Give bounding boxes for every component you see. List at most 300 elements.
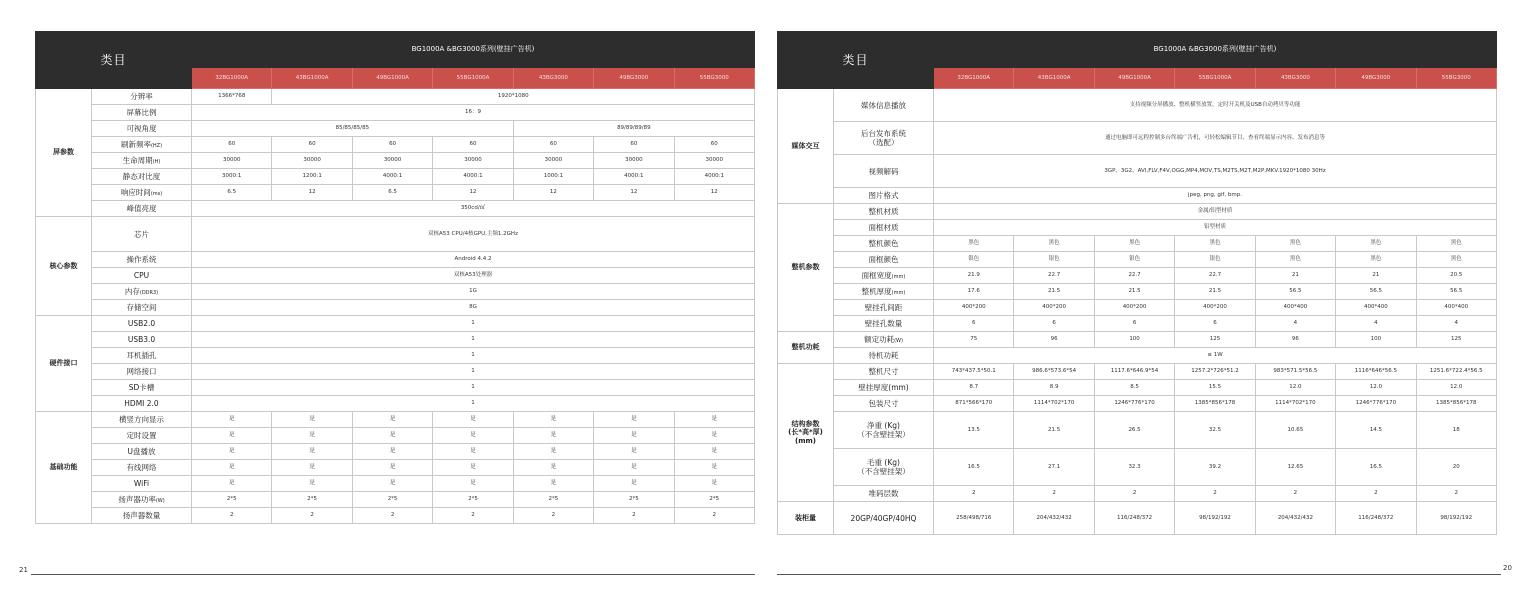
row-label	[834, 268, 934, 284]
table-row	[778, 364, 1497, 380]
table-row	[36, 89, 755, 105]
table-row	[778, 332, 1497, 348]
value-cell: 400*400	[1416, 300, 1496, 316]
value-cell: 30000	[674, 153, 754, 169]
value-cell: 是	[674, 412, 754, 428]
row-label-text: 分辨率	[130, 92, 153, 101]
row-label-text: 可视角度	[126, 124, 157, 133]
row-label	[834, 252, 934, 268]
value-cell: 黑色	[1014, 236, 1094, 252]
row-label	[92, 284, 192, 300]
row-label	[834, 348, 934, 364]
value-cell: 1	[192, 380, 755, 396]
value-cell: 3GP、3G2、AVI,FLV,F4V,OGG,MP4,MOV,TS,M2TS,M2T,M2P,MKV.1920*1080 30Hz	[934, 155, 1497, 188]
row-label-unit: (HZ)	[150, 143, 163, 149]
table-row	[36, 153, 755, 169]
row-label-text: 峰值亮度	[126, 204, 157, 213]
row-label-text: 网络接口	[126, 367, 157, 376]
value-cell: 21.5	[1014, 412, 1094, 449]
model-header: 43BG1000A	[272, 68, 352, 89]
group-name: 屏参数	[53, 148, 74, 157]
value-cell: 400*400	[1336, 300, 1416, 316]
table-row	[36, 137, 755, 153]
value-cell: 是	[352, 428, 432, 444]
row-label-text: 面框宽度	[861, 271, 892, 280]
group-name-line2: (长*高*厚)	[788, 428, 823, 437]
table-row	[778, 396, 1497, 412]
row-label	[92, 121, 192, 137]
value-cell: 是	[433, 412, 513, 428]
category-header: 类目	[36, 32, 192, 89]
group-name: 媒体交互	[791, 141, 820, 150]
value-cell: 是	[272, 460, 352, 476]
table-row	[36, 185, 755, 201]
value-cell: 85/85/85/85	[192, 121, 514, 137]
value-cell: 黑色	[1094, 236, 1174, 252]
row-label-text: SD卡槽	[128, 383, 155, 392]
table-row	[36, 508, 755, 524]
value-cell: 1114*702*170	[1014, 396, 1094, 412]
value-cell: 2	[1255, 486, 1335, 502]
value-cell: 是	[192, 444, 272, 460]
value-cell: 1385*856*178	[1175, 396, 1255, 412]
group-label	[778, 332, 834, 364]
value-cell: 21	[1336, 268, 1416, 284]
model-header: 49BG1000A	[1094, 68, 1174, 89]
table-row	[36, 428, 755, 444]
page-rule-left	[31, 574, 755, 575]
table-row	[36, 300, 755, 316]
table-row	[36, 169, 755, 185]
value-cell: 2	[1175, 486, 1255, 502]
table-row	[36, 380, 755, 396]
row-label	[834, 332, 934, 348]
value-cell: 是	[674, 444, 754, 460]
row-label-unit: (ms)	[150, 191, 163, 197]
value-cell: 1366*768	[192, 89, 272, 105]
value-cell: 1246*776*170	[1336, 396, 1416, 412]
row-label-text: 静态对比度	[122, 172, 161, 181]
table-row	[778, 89, 1497, 122]
row-label-text: 20GP/40GP/40HQ	[850, 513, 917, 523]
row-label	[92, 201, 192, 217]
value-cell: 3000:1	[192, 169, 272, 185]
row-label-text: USB3.0	[127, 335, 156, 344]
row-label	[92, 332, 192, 348]
spec-page-left	[35, 31, 755, 524]
value-cell: 8.9	[1014, 380, 1094, 396]
row-label	[834, 89, 934, 122]
value-cell: 56.5	[1416, 284, 1496, 300]
value-cell: 是	[594, 460, 674, 476]
value-cell: jpeg, png, gif, bmp.	[934, 188, 1497, 204]
value-cell: 21.5	[1175, 284, 1255, 300]
value-cell: 1246*776*170	[1094, 396, 1174, 412]
value-cell: 30000	[433, 153, 513, 169]
model-header: 55BG1000A	[1175, 68, 1255, 89]
value-cell: 27.1	[1014, 449, 1094, 486]
row-label-text: 整机厚度	[861, 287, 892, 296]
value-cell: 22.7	[1175, 268, 1255, 284]
value-cell: 1251.6*722.4*56.5	[1416, 364, 1496, 380]
value-cell: 986.6*573.6*54	[1014, 364, 1094, 380]
value-cell: 13.5	[934, 412, 1014, 449]
table-row	[778, 486, 1497, 502]
group-label	[36, 412, 92, 524]
model-header: 43BG3000	[1255, 68, 1335, 89]
table-row	[36, 412, 755, 428]
value-cell: 30000	[594, 153, 674, 169]
value-cell: 18	[1416, 412, 1496, 449]
value-cell: 2	[433, 508, 513, 524]
value-cell: 100	[1336, 332, 1416, 348]
value-cell: 400*200	[1094, 300, 1174, 316]
value-cell: 1G	[192, 284, 755, 300]
group-name-line3: (mm)	[795, 436, 816, 445]
group-label	[778, 502, 834, 535]
row-label	[834, 502, 934, 535]
value-cell: 1920*1080	[272, 89, 755, 105]
group-label	[778, 204, 834, 332]
value-cell: 21.5	[1094, 284, 1174, 300]
value-cell: 125	[1175, 332, 1255, 348]
value-cell: 1257.2*726*51.2	[1175, 364, 1255, 380]
row-label	[92, 396, 192, 412]
value-cell: 是	[272, 428, 352, 444]
value-cell: 2	[1014, 486, 1094, 502]
row-label-text: CPU	[133, 271, 150, 280]
group-name: 整机功耗	[791, 343, 820, 352]
table-row	[778, 252, 1497, 268]
row-label-text: 内存	[124, 287, 140, 296]
group-label	[778, 364, 834, 502]
row-label	[834, 396, 934, 412]
row-label	[92, 105, 192, 121]
value-cell: 银色	[1175, 252, 1255, 268]
row-label	[92, 300, 192, 316]
value-cell: 258/498/716	[934, 502, 1014, 535]
model-header: 49BG3000	[594, 68, 674, 89]
row-label-line2: （不含壁挂架）	[857, 467, 910, 476]
value-cell: 双核A53 CPU/4核GPU,主频1.2GHz	[192, 217, 755, 252]
value-cell: 60	[192, 137, 272, 153]
model-header: 32BG1000A	[192, 68, 272, 89]
row-label	[92, 316, 192, 332]
row-label-text: USB2.0	[127, 319, 156, 328]
value-cell: 204/432/432	[1014, 502, 1094, 535]
value-cell: 1385*856*178	[1416, 396, 1496, 412]
value-cell: 17.6	[934, 284, 1014, 300]
value-cell: 12	[272, 185, 352, 201]
row-label-unit: (mm)	[891, 274, 906, 280]
value-cell: 6.5	[192, 185, 272, 201]
row-label	[834, 155, 934, 188]
value-cell: 350cd/㎡	[192, 201, 755, 217]
row-label-text: 有线网络	[126, 463, 157, 472]
value-cell: 60	[272, 137, 352, 153]
value-cell: 是	[674, 476, 754, 492]
value-cell: 1	[192, 396, 755, 412]
row-label	[92, 252, 192, 268]
row-label	[834, 449, 934, 486]
row-label-text: 操作系统	[126, 255, 157, 264]
value-cell: 黑色	[1416, 236, 1496, 252]
value-cell: 60	[433, 137, 513, 153]
value-cell: 12	[513, 185, 593, 201]
value-cell: 支持视频分屏播放、整机横竖放置，定时开关机及USB自动拷贝等功能	[934, 89, 1497, 122]
table-row	[778, 380, 1497, 396]
row-label-text: 横竖方向显示	[119, 415, 164, 424]
value-cell: 116/248/372	[1336, 502, 1416, 535]
value-cell: 10.65	[1255, 412, 1335, 449]
value-cell: 8.5	[1094, 380, 1174, 396]
row-label-text: 生命周期	[122, 156, 153, 165]
value-cell: 32.5	[1175, 412, 1255, 449]
value-cell: 89/89/89/89	[513, 121, 754, 137]
value-cell: 银色	[1094, 252, 1174, 268]
row-label	[834, 316, 934, 332]
value-cell: 黑色	[1255, 252, 1335, 268]
value-cell: 1117.6*646.9*54	[1094, 364, 1174, 380]
table-row	[778, 348, 1497, 364]
row-label-unit: (W)	[894, 338, 903, 344]
row-label	[834, 204, 934, 220]
row-label-line2: （不含壁挂架）	[857, 430, 910, 439]
table-row	[778, 155, 1497, 188]
table-row	[36, 217, 755, 252]
value-cell: 400*400	[1255, 300, 1335, 316]
table-row	[36, 105, 755, 121]
value-cell: 是	[594, 412, 674, 428]
value-cell: 2	[1336, 486, 1416, 502]
row-label-unit: (W)	[155, 498, 165, 504]
value-cell: 是	[192, 428, 272, 444]
value-cell: 4000:1	[674, 169, 754, 185]
value-cell: 是	[352, 412, 432, 428]
value-cell: 2	[1416, 486, 1496, 502]
row-label-text: 堆码层数	[868, 489, 899, 498]
category-header: 类目	[778, 32, 934, 89]
row-label-unit: (DDR3)	[139, 290, 159, 296]
value-cell: 是	[433, 476, 513, 492]
row-label	[92, 137, 192, 153]
row-label	[92, 89, 192, 105]
value-cell: 是	[272, 476, 352, 492]
table-row	[36, 348, 755, 364]
value-cell: 双核A53处理器	[192, 268, 755, 284]
table-row	[778, 412, 1497, 449]
value-cell: 12.0	[1416, 380, 1496, 396]
value-cell: 56.5	[1255, 284, 1335, 300]
row-label-text: 额定功耗	[864, 335, 895, 344]
value-cell: 16：9	[192, 105, 755, 121]
table-row	[778, 220, 1497, 236]
value-cell: 98/192/192	[1175, 502, 1255, 535]
row-label	[92, 476, 192, 492]
value-cell: 2	[674, 508, 754, 524]
row-label-text: 待机功耗	[868, 351, 899, 360]
row-label-text: 面框颜色	[868, 255, 899, 264]
group-label	[36, 217, 92, 316]
row-label	[92, 380, 192, 396]
row-label	[834, 364, 934, 380]
row-label	[834, 236, 934, 252]
row-label-text: 定时设置	[126, 431, 157, 440]
value-cell: 15.5	[1175, 380, 1255, 396]
value-cell: 是	[433, 460, 513, 476]
table-row	[36, 396, 755, 412]
table-row	[778, 268, 1497, 284]
spec-table	[35, 31, 755, 524]
value-cell: 是	[513, 460, 593, 476]
row-label-text: 耳机插孔	[126, 351, 157, 360]
table-row	[778, 316, 1497, 332]
value-cell: 98/192/192	[1416, 502, 1496, 535]
value-cell: 是	[594, 476, 674, 492]
row-label-text: 净重 (Kg)	[867, 421, 900, 430]
table-row	[778, 236, 1497, 252]
row-label-text: 扬声器数量	[122, 511, 161, 520]
table-row	[778, 204, 1497, 220]
table-row	[778, 449, 1497, 486]
value-cell: 4000:1	[352, 169, 432, 185]
row-label	[92, 428, 192, 444]
value-cell: 是	[272, 412, 352, 428]
value-cell: 1	[192, 332, 755, 348]
row-label-unit: (mm)	[891, 290, 906, 296]
value-cell: 2	[352, 508, 432, 524]
value-cell: 2	[513, 508, 593, 524]
row-label	[834, 380, 934, 396]
table-row	[36, 268, 755, 284]
value-cell: 是	[192, 476, 272, 492]
value-cell: 黑色	[1336, 236, 1416, 252]
value-cell: Android 4.4.2	[192, 252, 755, 268]
row-label-text: 刷新频率	[120, 140, 151, 149]
value-cell: 30000	[272, 153, 352, 169]
row-label	[834, 122, 934, 155]
value-cell: 96	[1014, 332, 1094, 348]
value-cell: 2	[594, 508, 674, 524]
value-cell: 2	[1094, 486, 1174, 502]
value-cell: 是	[352, 476, 432, 492]
row-label-text: 响应时间	[120, 188, 151, 197]
group-name: 整机参数	[791, 263, 820, 272]
value-cell: 14.5	[1336, 412, 1416, 449]
table-row	[36, 201, 755, 217]
value-cell: 30000	[192, 153, 272, 169]
value-cell: 黑色	[1175, 236, 1255, 252]
value-cell: 75	[934, 332, 1014, 348]
group-name: 结构参数	[791, 419, 820, 428]
row-label-text: 后台发布系统	[861, 129, 906, 138]
row-label	[834, 486, 934, 502]
row-label	[834, 412, 934, 449]
value-cell: 是	[352, 444, 432, 460]
table-row	[36, 316, 755, 332]
series-title: BG1000A &BG3000系列(壁挂广告机)	[192, 32, 755, 68]
value-cell: 是	[272, 444, 352, 460]
value-cell: 12	[433, 185, 513, 201]
page-number-left: 21	[19, 566, 28, 574]
row-label-text: WiFi	[133, 479, 150, 488]
row-label	[92, 268, 192, 284]
model-header: 49BG1000A	[352, 68, 432, 89]
value-cell: 2*5	[433, 492, 513, 508]
table-row	[778, 188, 1497, 204]
row-label-text: 扬声器功率	[118, 495, 156, 504]
row-label	[92, 169, 192, 185]
value-cell: 2*5	[192, 492, 272, 508]
group-label	[36, 89, 92, 217]
value-cell: 是	[192, 460, 272, 476]
value-cell: 1	[192, 364, 755, 380]
row-label	[834, 220, 934, 236]
row-label	[92, 185, 192, 201]
group-label	[778, 89, 834, 204]
model-header: 43BG3000	[513, 68, 593, 89]
group-name: 装柜量	[795, 513, 816, 522]
value-cell: 4000:1	[594, 169, 674, 185]
value-cell: 400*200	[934, 300, 1014, 316]
table-row	[36, 476, 755, 492]
value-cell: 是	[352, 460, 432, 476]
value-cell: 2*5	[674, 492, 754, 508]
value-cell: 6.5	[352, 185, 432, 201]
value-cell: 743*437.5*50.1	[934, 364, 1014, 380]
group-label	[36, 316, 92, 412]
row-label	[834, 188, 934, 204]
row-label-text: 包装尺寸	[868, 399, 899, 408]
value-cell: 8G	[192, 300, 755, 316]
model-header: 49BG3000	[1336, 68, 1416, 89]
value-cell: 22.7	[1014, 268, 1094, 284]
value-cell: 2*5	[513, 492, 593, 508]
value-cell: 1	[192, 316, 755, 332]
table-row	[36, 460, 755, 476]
value-cell: 21.5	[1014, 284, 1094, 300]
value-cell: 4000:1	[433, 169, 513, 185]
value-cell: 黑色	[934, 236, 1014, 252]
value-cell: 2*5	[352, 492, 432, 508]
value-cell: 是	[513, 476, 593, 492]
value-cell: 983*571.5*56.5	[1255, 364, 1335, 380]
value-cell: 黑色	[1336, 252, 1416, 268]
value-cell: 是	[433, 444, 513, 460]
table-row	[36, 332, 755, 348]
row-label-text: 毛重 (Kg)	[867, 458, 900, 467]
value-cell: 21	[1255, 268, 1335, 284]
value-cell: 4	[1416, 316, 1496, 332]
value-cell: 2*5	[594, 492, 674, 508]
value-cell: 是	[674, 428, 754, 444]
value-cell: 39.2	[1175, 449, 1255, 486]
value-cell: 22.7	[1094, 268, 1174, 284]
value-cell: 是	[513, 444, 593, 460]
value-cell: 16.5	[934, 449, 1014, 486]
value-cell: 60	[674, 137, 754, 153]
row-label-text: 图片格式	[868, 191, 899, 200]
table-row	[778, 502, 1497, 535]
value-cell: 400*200	[1175, 300, 1255, 316]
table-row	[36, 364, 755, 380]
table-row	[778, 300, 1497, 316]
value-cell: 6	[934, 316, 1014, 332]
row-label	[92, 508, 192, 524]
value-cell: 2*5	[272, 492, 352, 508]
row-label-line2: （选配）	[868, 138, 899, 147]
row-label	[834, 284, 934, 300]
